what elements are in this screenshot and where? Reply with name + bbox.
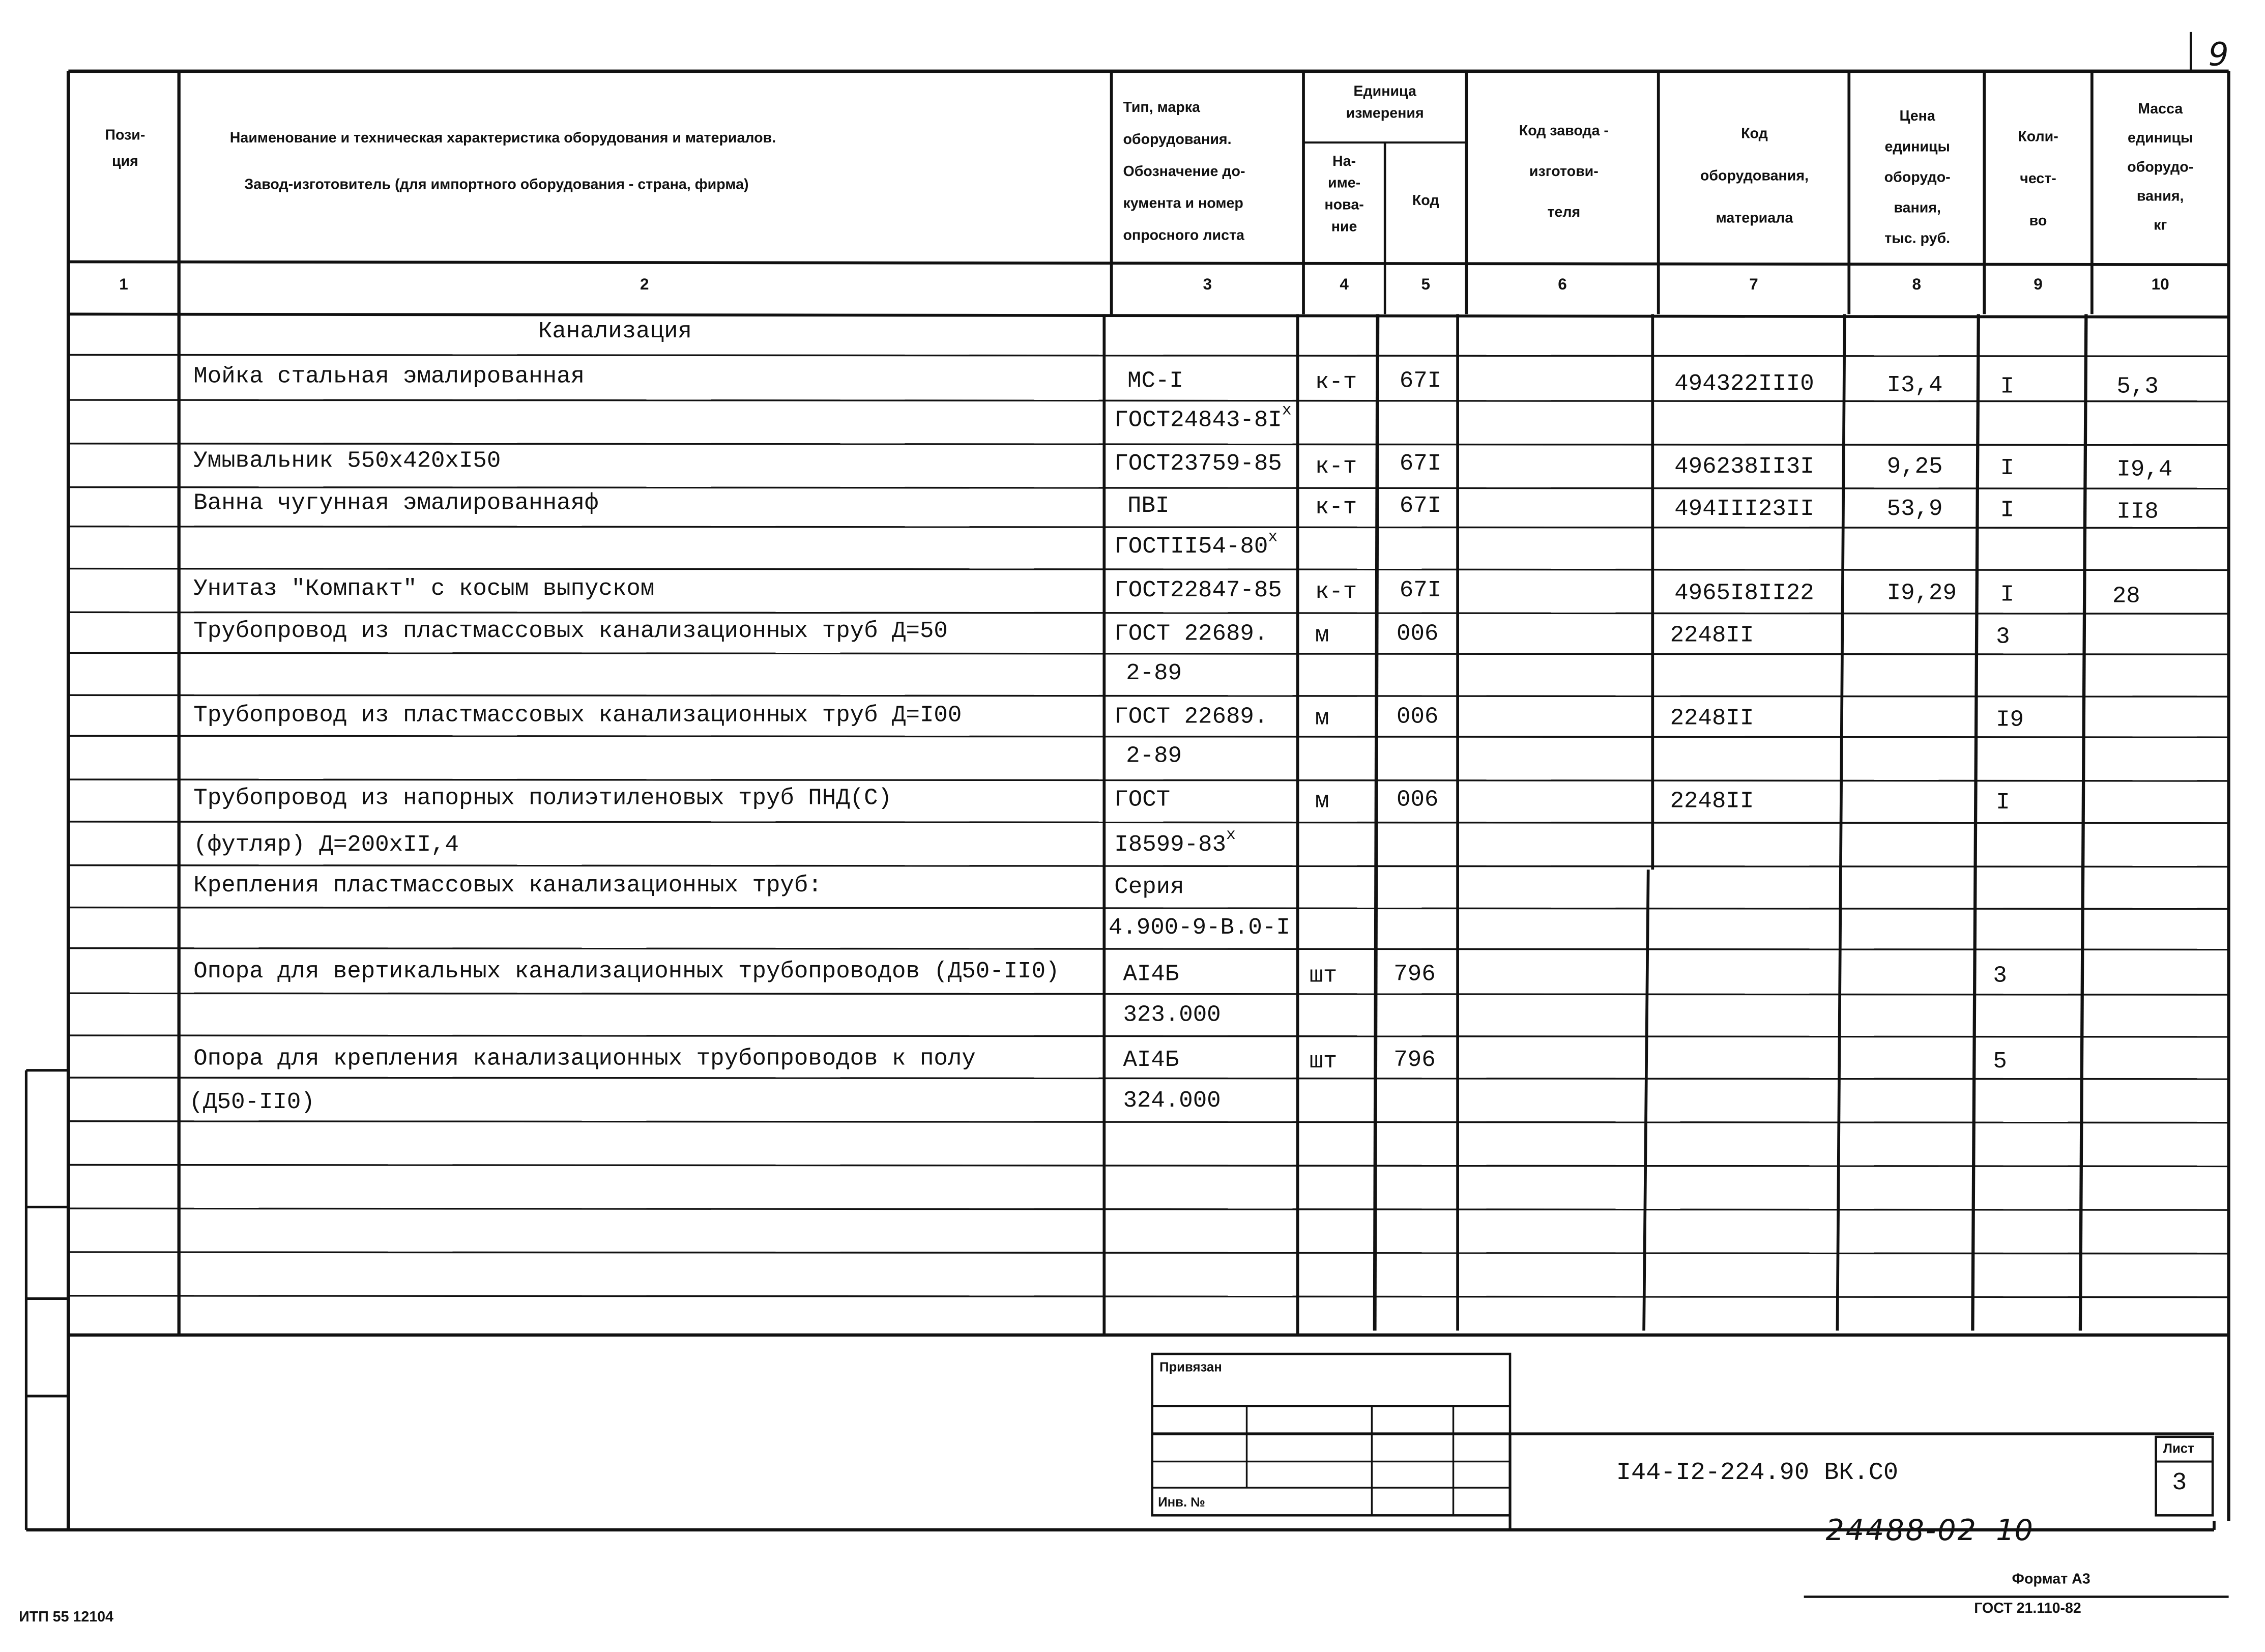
row-mass: I9,4 [2116, 456, 2173, 483]
row-type: ГОСТ23759-85 [1114, 451, 1282, 477]
row-name: Опора для крепления канализационных трубопроводов к полу [193, 1046, 976, 1072]
row-material-code: 2248II [1670, 622, 1754, 649]
column-number: 4 [1340, 276, 1349, 294]
stamp-privyazan: Привязан [1159, 1359, 1222, 1375]
header-col-10-line: единицы [2127, 131, 2193, 147]
header-col-9-line: чест- [2020, 171, 2056, 188]
header-col-9-line: Коли- [2018, 129, 2058, 146]
row-type [1114, 827, 1236, 858]
row-qty: I [2000, 582, 2015, 608]
header-col-5-line: Код [1412, 193, 1439, 210]
row-qty: 3 [1993, 963, 2007, 989]
column-number: 6 [1558, 276, 1567, 294]
header-col-7-line: оборудования, [1700, 168, 1809, 185]
header-col-4-line: На- [1332, 154, 1356, 170]
footer-itp: ИТП 55 12104 [19, 1610, 113, 1626]
row-unit-code: 006 [1397, 704, 1439, 730]
row-name: Ванна чугунная эмалированнаяф [193, 490, 599, 516]
row-qty: I [2000, 373, 2015, 400]
header-col-10-line: вания, [2136, 189, 2184, 206]
row-unit-code: 67I [1399, 577, 1442, 604]
row-material-code: 494322III0 [1674, 370, 1814, 397]
row-qty: I [2000, 497, 2015, 524]
row-type-superscript: x [1268, 529, 1278, 546]
row-type: ГОСТ22847-85 [1114, 577, 1282, 604]
row-type: ГОСТ [1114, 787, 1171, 813]
row-type: 2-89 [1126, 743, 1182, 770]
handwritten-number: 24488-02 [1825, 1512, 1978, 1548]
stamp-document-code: I44-I2-224.90 ВК.С0 [1616, 1460, 1899, 1488]
header-col-10 [2095, 96, 2226, 242]
row-name: Крепления пластмассовых канализационных труб: [193, 872, 822, 899]
header-col-8-line: оборудо- [1884, 170, 1951, 186]
header-col-7-line: материала [1716, 211, 1793, 227]
row-name: (футляр) Д=200хII,4 [193, 831, 459, 858]
row-material-code: 494III23II [1674, 496, 1814, 523]
column-number: 10 [2151, 276, 2169, 294]
row-name: Опора для вертикальных канализационных трубопроводов (Д50-II0) [193, 958, 1060, 985]
header-col-2-line: Завод-изготовитель (для импортного оборудования - страна, фирма) [244, 177, 749, 194]
row-qty: 5 [1993, 1048, 2007, 1075]
row-unit-code: 796 [1393, 961, 1436, 988]
row-unit-code: 006 [1397, 621, 1439, 647]
row-qty: I9 [1996, 707, 2024, 733]
row-price: 9,25 [1886, 453, 1943, 480]
footer-gost: ГОСТ 21.110-82 [1974, 1601, 2081, 1617]
header-col-10-line: оборудо- [2127, 160, 2194, 176]
row-name: (Д50-II0) [189, 1089, 315, 1116]
header-col-1 [73, 124, 178, 175]
row-type: АI4Б [1123, 961, 1179, 988]
column-number: 9 [2034, 276, 2043, 294]
row-type: 324.000 [1123, 1088, 1221, 1114]
header-col-9-line: во [2029, 214, 2047, 230]
row-type: Серия [1114, 874, 1184, 901]
header-col-3-line: Тип, марка [1123, 100, 1200, 117]
row-type: ГОСТ 22689. [1114, 704, 1268, 730]
row-unit: шт [1309, 1048, 1338, 1075]
row-unit: к-т [1315, 369, 1357, 396]
row-type-superscript: x [1282, 402, 1292, 420]
row-material-code: 496238II3I [1674, 453, 1814, 480]
row-unit: к-т [1315, 578, 1357, 605]
row-type: ГОСТ 22689. [1114, 621, 1268, 647]
row-type: 323.000 [1123, 1002, 1221, 1028]
stamp-sheet-label: Лист [2163, 1441, 2194, 1456]
row-qty: I [1996, 790, 2010, 816]
row-unit-code: 67I [1399, 368, 1442, 394]
header-col-3-line: оборудования. [1123, 132, 1232, 149]
row-name: Умывальник 550х420хI50 [193, 448, 501, 474]
row-unit-code: 67I [1399, 492, 1442, 519]
header-col-8-line: вания, [1894, 200, 1941, 217]
row-type-superscript: x [1226, 827, 1236, 845]
row-type-text: I8599-83 [1114, 831, 1226, 858]
row-type: АI4Б [1123, 1047, 1179, 1074]
header-unit-group-line: Единица [1353, 84, 1416, 101]
row-mass: II8 [2116, 499, 2159, 525]
column-number: 5 [1421, 276, 1430, 294]
handwritten-page: 10 [1996, 1512, 2033, 1548]
row-name: Унитаз "Компакт" с косым выпуском [193, 575, 655, 602]
row-mass: 28 [2112, 583, 2140, 610]
header-col-1-line: Пози- [105, 128, 146, 144]
header-col-10-line: Масса [2138, 102, 2183, 118]
header-col-8-line: единицы [1884, 139, 1950, 156]
row-unit: м [1315, 622, 1329, 649]
row-price: 53,9 [1886, 496, 1943, 523]
row-material-code: 4965I8II22 [1674, 580, 1814, 606]
row-unit: м [1315, 788, 1329, 815]
row-unit: шт [1309, 963, 1338, 989]
row-type: МС-I [1127, 368, 1183, 394]
header-col-7-line: Код [1741, 126, 1768, 143]
row-price: I9,29 [1886, 580, 1957, 606]
header-col-8-line: тыс. руб. [1884, 231, 1951, 247]
row-qty: I [2000, 455, 2015, 482]
row-material-code: 2248II [1670, 705, 1754, 732]
column-number: 1 [119, 276, 128, 294]
row-name: Канализация [538, 318, 692, 345]
row-type-text: ГОСТII54-80 [1114, 533, 1268, 560]
row-name: Трубопровод из пластмассовых канализационных труб Д=50 [193, 618, 948, 645]
column-number: 2 [640, 276, 649, 294]
header-col-4 [1306, 151, 1382, 238]
header-col-3-line: кумента и номер [1123, 196, 1243, 213]
row-unit: м [1315, 705, 1329, 732]
header-col-4-line: нова- [1324, 197, 1364, 214]
row-unit-code: 67I [1399, 451, 1442, 477]
header-col-7 [1661, 113, 1847, 240]
row-unit-code: 006 [1397, 787, 1439, 813]
row-name: Трубопровод из напорных полиэтиленовых труб ПНД(С) [193, 785, 892, 811]
header-col-6-line: Код завода - [1519, 123, 1609, 140]
stamp-sheet-number: 3 [2172, 1470, 2187, 1498]
header-col-6 [1469, 112, 1659, 234]
row-name: Трубопровод из пластмассовых канализационных труб Д=I00 [193, 702, 962, 729]
header-col-3-line: Обозначение до- [1123, 164, 1245, 181]
row-unit: к-т [1315, 494, 1357, 521]
row-type [1114, 529, 1278, 560]
header-col-4-line: име- [1328, 176, 1361, 192]
column-number: 3 [1203, 276, 1212, 294]
row-unit-code: 796 [1393, 1047, 1436, 1074]
header-unit-group [1303, 81, 1466, 125]
row-type: ПВI [1127, 492, 1170, 519]
row-type [1114, 402, 1292, 433]
row-type-text: ГОСТ24843-8I [1114, 407, 1282, 433]
row-name: Мойка стальная эмалированная [193, 363, 585, 390]
row-material-code: 2248II [1670, 788, 1754, 815]
footer-format: Формат А3 [2012, 1572, 2090, 1588]
column-number: 7 [1749, 276, 1758, 294]
header-col-1-line: ция [111, 153, 138, 169]
row-type: 4.900-9-В.0-I [1108, 914, 1290, 941]
header-col-10-line: кг [2154, 218, 2167, 235]
header-col-5 [1385, 189, 1466, 215]
row-mass: 5,3 [2116, 373, 2159, 400]
stamp-inv-no: Инв. № [1158, 1495, 1205, 1510]
header-col-2 [230, 117, 1103, 210]
header-unit-group-line: измерения [1346, 106, 1424, 123]
header-col-6-line: теля [1547, 205, 1581, 221]
row-unit: к-т [1315, 453, 1357, 480]
header-col-3 [1123, 93, 1300, 253]
header-col-4-line: ние [1331, 219, 1357, 236]
row-price: I3,4 [1886, 372, 1943, 399]
header-col-8 [1850, 102, 1984, 254]
header-col-8-line: Цена [1899, 109, 1935, 125]
column-number: 8 [1912, 276, 1922, 294]
header-col-2-line: Наименование и техническая характеристика оборудования и материалов. [229, 131, 776, 147]
row-qty: 3 [1996, 624, 2010, 650]
corner-page-mark: 9 [2208, 38, 2229, 74]
header-col-3-line: опросного листа [1123, 228, 1244, 245]
header-col-6-line: изготови- [1529, 164, 1599, 181]
row-type: 2-89 [1126, 660, 1182, 687]
header-col-9 [1986, 117, 2090, 243]
